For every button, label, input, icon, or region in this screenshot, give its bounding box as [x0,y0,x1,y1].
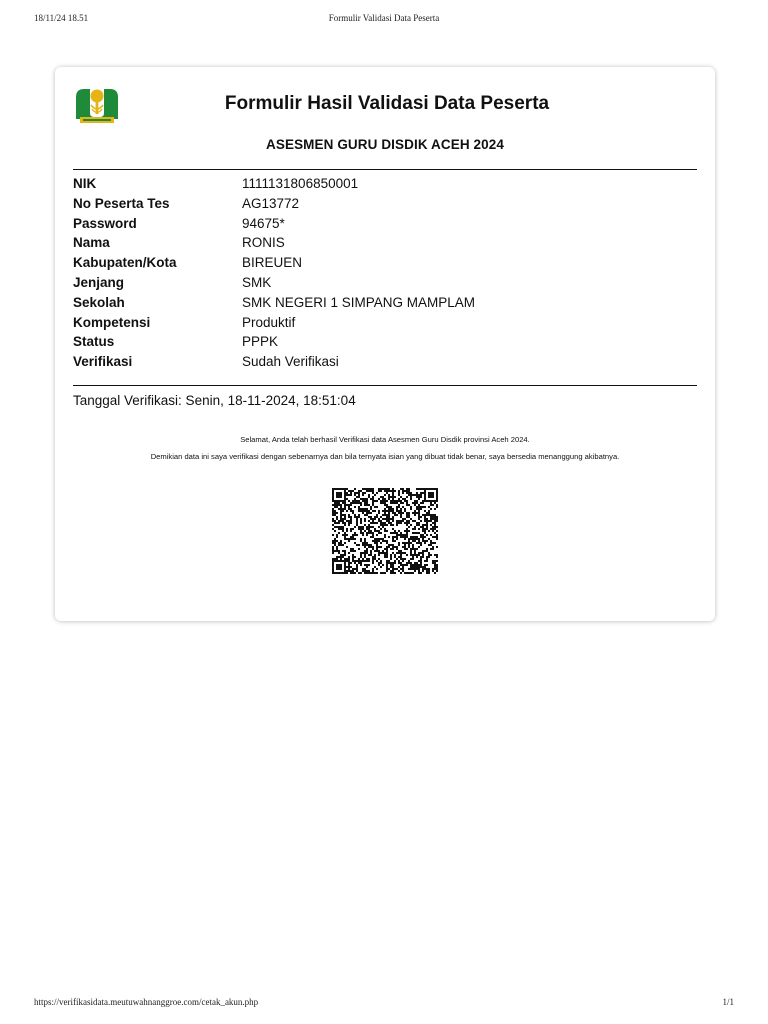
field-row-verifikasi [73,354,697,374]
field-label: Kabupaten/Kota [73,255,177,271]
participant-fields [73,176,697,374]
field-value: 94675* [242,215,285,231]
field-value: PPPK [242,334,279,350]
qr-code [332,488,438,574]
field-value: AG13772 [242,195,300,211]
field-label: Jenjang [73,274,125,290]
declaration-message: Demikian data ini saya verifikasi dengan sebenarnya dan bila ternyata isian yang dibuat tidak benar, saya bersedia menanggung akibatnya. [150,452,620,461]
print-date: 18/11/24 18.51 [34,13,89,23]
print-url: https://verifikasidata.meutuwahnanggroe.com/cetak_akun.php [34,997,259,1007]
field-row-no-peserta [73,196,697,216]
form-subtitle: ASESMEN GURU DISDIK ACEH 2024 [266,137,504,152]
field-label: Sekolah [73,294,125,310]
field-value: SMK [242,274,272,290]
field-label: Password [73,215,137,231]
field-label: Kompetensi [73,314,151,330]
print-title: Formulir Validasi Data Peserta [328,13,440,23]
field-label: Verifikasi [73,354,133,370]
print-page-number: 1/1 [722,997,734,1007]
field-row-status [73,334,697,354]
field-label: No Peserta Tes [73,195,170,211]
field-label: Status [73,334,115,350]
field-label: NIK [73,176,97,191]
form-title: Formulir Hasil Validasi Data Peserta [224,93,550,114]
print-footer [34,997,734,1009]
field-row-kabupaten [73,255,697,275]
field-value: SMK NEGERI 1 SIMPANG MAMPLAM [242,294,476,310]
field-value: Produktif [242,314,296,330]
field-row-sekolah [73,295,697,315]
print-header [34,13,734,25]
field-label: Nama [73,235,110,251]
field-value: 1111131806850001 [242,176,359,191]
bottom-divider [73,385,697,386]
verification-date: Tanggal Verifikasi: Senin, 18-11-2024, 18:51:04 [73,393,356,408]
field-row-password [73,216,697,236]
field-row-kompetensi [73,315,697,335]
field-value: BIREUEN [242,255,303,271]
validation-form-card [55,67,715,621]
field-row-nama [73,235,697,255]
field-row-jenjang [73,275,697,295]
field-value: RONIS [242,235,285,251]
top-divider [73,169,697,170]
field-value: Sudah Verifikasi [242,354,339,370]
field-row-nik [73,176,697,196]
success-message: Selamat, Anda telah berhasil Verifikasi data Asesmen Guru Disdik provinsi Aceh 2024. [240,435,530,444]
